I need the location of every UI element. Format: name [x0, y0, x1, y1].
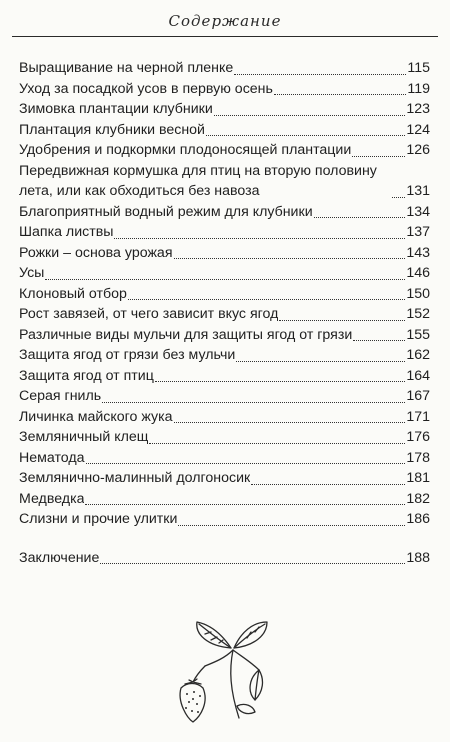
toc-entry	[19, 161, 430, 202]
toc-entry-title: Земляничный клещ	[19, 429, 149, 445]
toc-entry-title: Заключение	[19, 549, 100, 566]
toc-entry-title: Плантация клубники весной	[19, 121, 205, 138]
toc-entry	[19, 386, 430, 407]
toc-dot-leader	[149, 442, 405, 444]
toc-entry-title: Различные виды мульчи для защиты ягод от грязи	[19, 326, 353, 343]
toc-entry	[19, 489, 430, 510]
toc-entry	[19, 366, 430, 387]
toc-dot-leader	[206, 134, 405, 136]
toc-dot-leader	[236, 360, 405, 362]
toc-entry-page: 143	[406, 244, 430, 261]
toc-entry	[19, 99, 430, 120]
toc-entry	[19, 284, 430, 305]
toc-entry-page: 188	[406, 549, 430, 566]
toc-entry-page: 178	[406, 449, 430, 466]
toc-dot-leader	[274, 93, 406, 95]
toc-dot-leader	[174, 421, 406, 423]
toc-dot-leader	[251, 483, 405, 485]
toc-entry	[19, 345, 430, 366]
toc-dot-leader	[155, 380, 406, 382]
toc-dot-leader	[392, 196, 405, 198]
toc-dot-leader	[353, 339, 405, 341]
toc-dot-leader	[174, 257, 406, 259]
toc-entry-title: Зимовка плантации клубники	[19, 101, 213, 117]
toc-entry-page: 181	[406, 470, 430, 486]
toc-dot-leader	[128, 298, 405, 300]
toc-entry-title: Землянично-малинный долгоносик	[19, 470, 251, 486]
toc-entry-title: Медведка	[19, 490, 85, 507]
toc-entry	[19, 79, 430, 100]
toc-entry-title: Клоновый отбор	[19, 285, 127, 302]
toc-entry-title: Рожки – основа урожая	[19, 244, 173, 261]
toc-entry-page: 119	[407, 80, 430, 97]
toc-entry-conclusion	[19, 548, 430, 569]
toc-entry	[19, 243, 430, 264]
toc-entry-page: 150	[406, 285, 430, 302]
toc-dot-leader	[45, 278, 405, 280]
toc-entry-title: Нематода	[19, 449, 85, 466]
toc-entry-page: 146	[406, 265, 430, 281]
toc-entry-page: 134	[406, 203, 430, 220]
header-divider	[12, 36, 438, 37]
toc-entry	[19, 202, 430, 223]
toc-entry-title: Слизни и прочие улитки	[19, 511, 178, 527]
toc-entry-title: Личинка майского жука	[19, 408, 173, 425]
toc-entry	[19, 407, 430, 428]
toc-dot-leader	[234, 73, 406, 75]
toc-entry-page: 131	[406, 183, 430, 199]
toc-entry-title: Выращивание на черной пленке	[19, 60, 234, 76]
toc-entry-page: 137	[406, 224, 430, 240]
toc-entry-title: Шапка листвы	[19, 224, 114, 240]
toc-entry	[19, 448, 430, 469]
toc-entry	[19, 222, 430, 243]
toc-entry-title: Усы	[19, 265, 45, 281]
toc-entry	[19, 263, 430, 284]
toc-dot-leader	[86, 462, 406, 464]
toc-entry-title: Защита ягод от грязи без мульчи	[19, 347, 236, 363]
toc-entry-page: 155	[406, 326, 430, 343]
toc-entry-page: 115	[407, 60, 430, 76]
toc-entry	[19, 325, 430, 346]
toc-entry-title: Рост завязей, от чего зависит вкус ягод	[19, 306, 279, 322]
toc-dot-leader	[85, 503, 405, 505]
page-title: Содержание	[168, 12, 282, 30]
toc-dot-leader	[114, 237, 405, 239]
toc-dot-leader	[102, 401, 405, 403]
toc-entry-page: 152	[406, 306, 430, 322]
toc-entry-page: 186	[406, 511, 430, 527]
toc-entry-title: Защита ягод от птиц	[19, 367, 154, 384]
toc-entry	[19, 58, 430, 79]
table-of-contents	[19, 58, 430, 568]
toc-entry-page: 171	[406, 408, 430, 425]
toc-dot-leader	[352, 155, 405, 157]
toc-dot-leader	[100, 562, 405, 564]
toc-entry-page: 164	[406, 367, 430, 384]
toc-entry-title: Благоприятный водный режим для клубники	[19, 203, 313, 220]
toc-entry-page: 126	[406, 142, 430, 158]
toc-entry	[19, 427, 430, 448]
toc-dot-leader	[279, 319, 405, 321]
toc-dot-leader	[314, 216, 406, 218]
page-header	[12, 10, 438, 44]
toc-entry	[19, 468, 430, 489]
toc-entry-page: 182	[406, 490, 430, 507]
toc-entry-page: 162	[406, 347, 430, 363]
toc-entry	[19, 140, 430, 161]
toc-entry	[19, 509, 430, 530]
toc-entry	[19, 304, 430, 325]
toc-entry-title: Уход за посадкой усов в первую осень	[19, 80, 273, 97]
toc-dot-leader	[178, 524, 405, 526]
toc-entry-title: Удобрения и подкормки плодоносящей плантации	[19, 142, 352, 158]
toc-entry-page: 123	[406, 101, 430, 117]
toc-entry-page: 176	[406, 429, 430, 445]
toc-entry-title: Серая гниль	[19, 388, 102, 404]
toc-entry	[19, 120, 430, 141]
strawberry-sprig-icon	[167, 610, 277, 726]
toc-entry-title: Передвижная кормушка для птиц на вторую половину лета, или как обходиться без навоза	[19, 162, 377, 199]
toc-dot-leader	[214, 114, 406, 116]
toc-entry-page: 167	[406, 388, 430, 404]
toc-entry-page: 124	[406, 121, 430, 138]
